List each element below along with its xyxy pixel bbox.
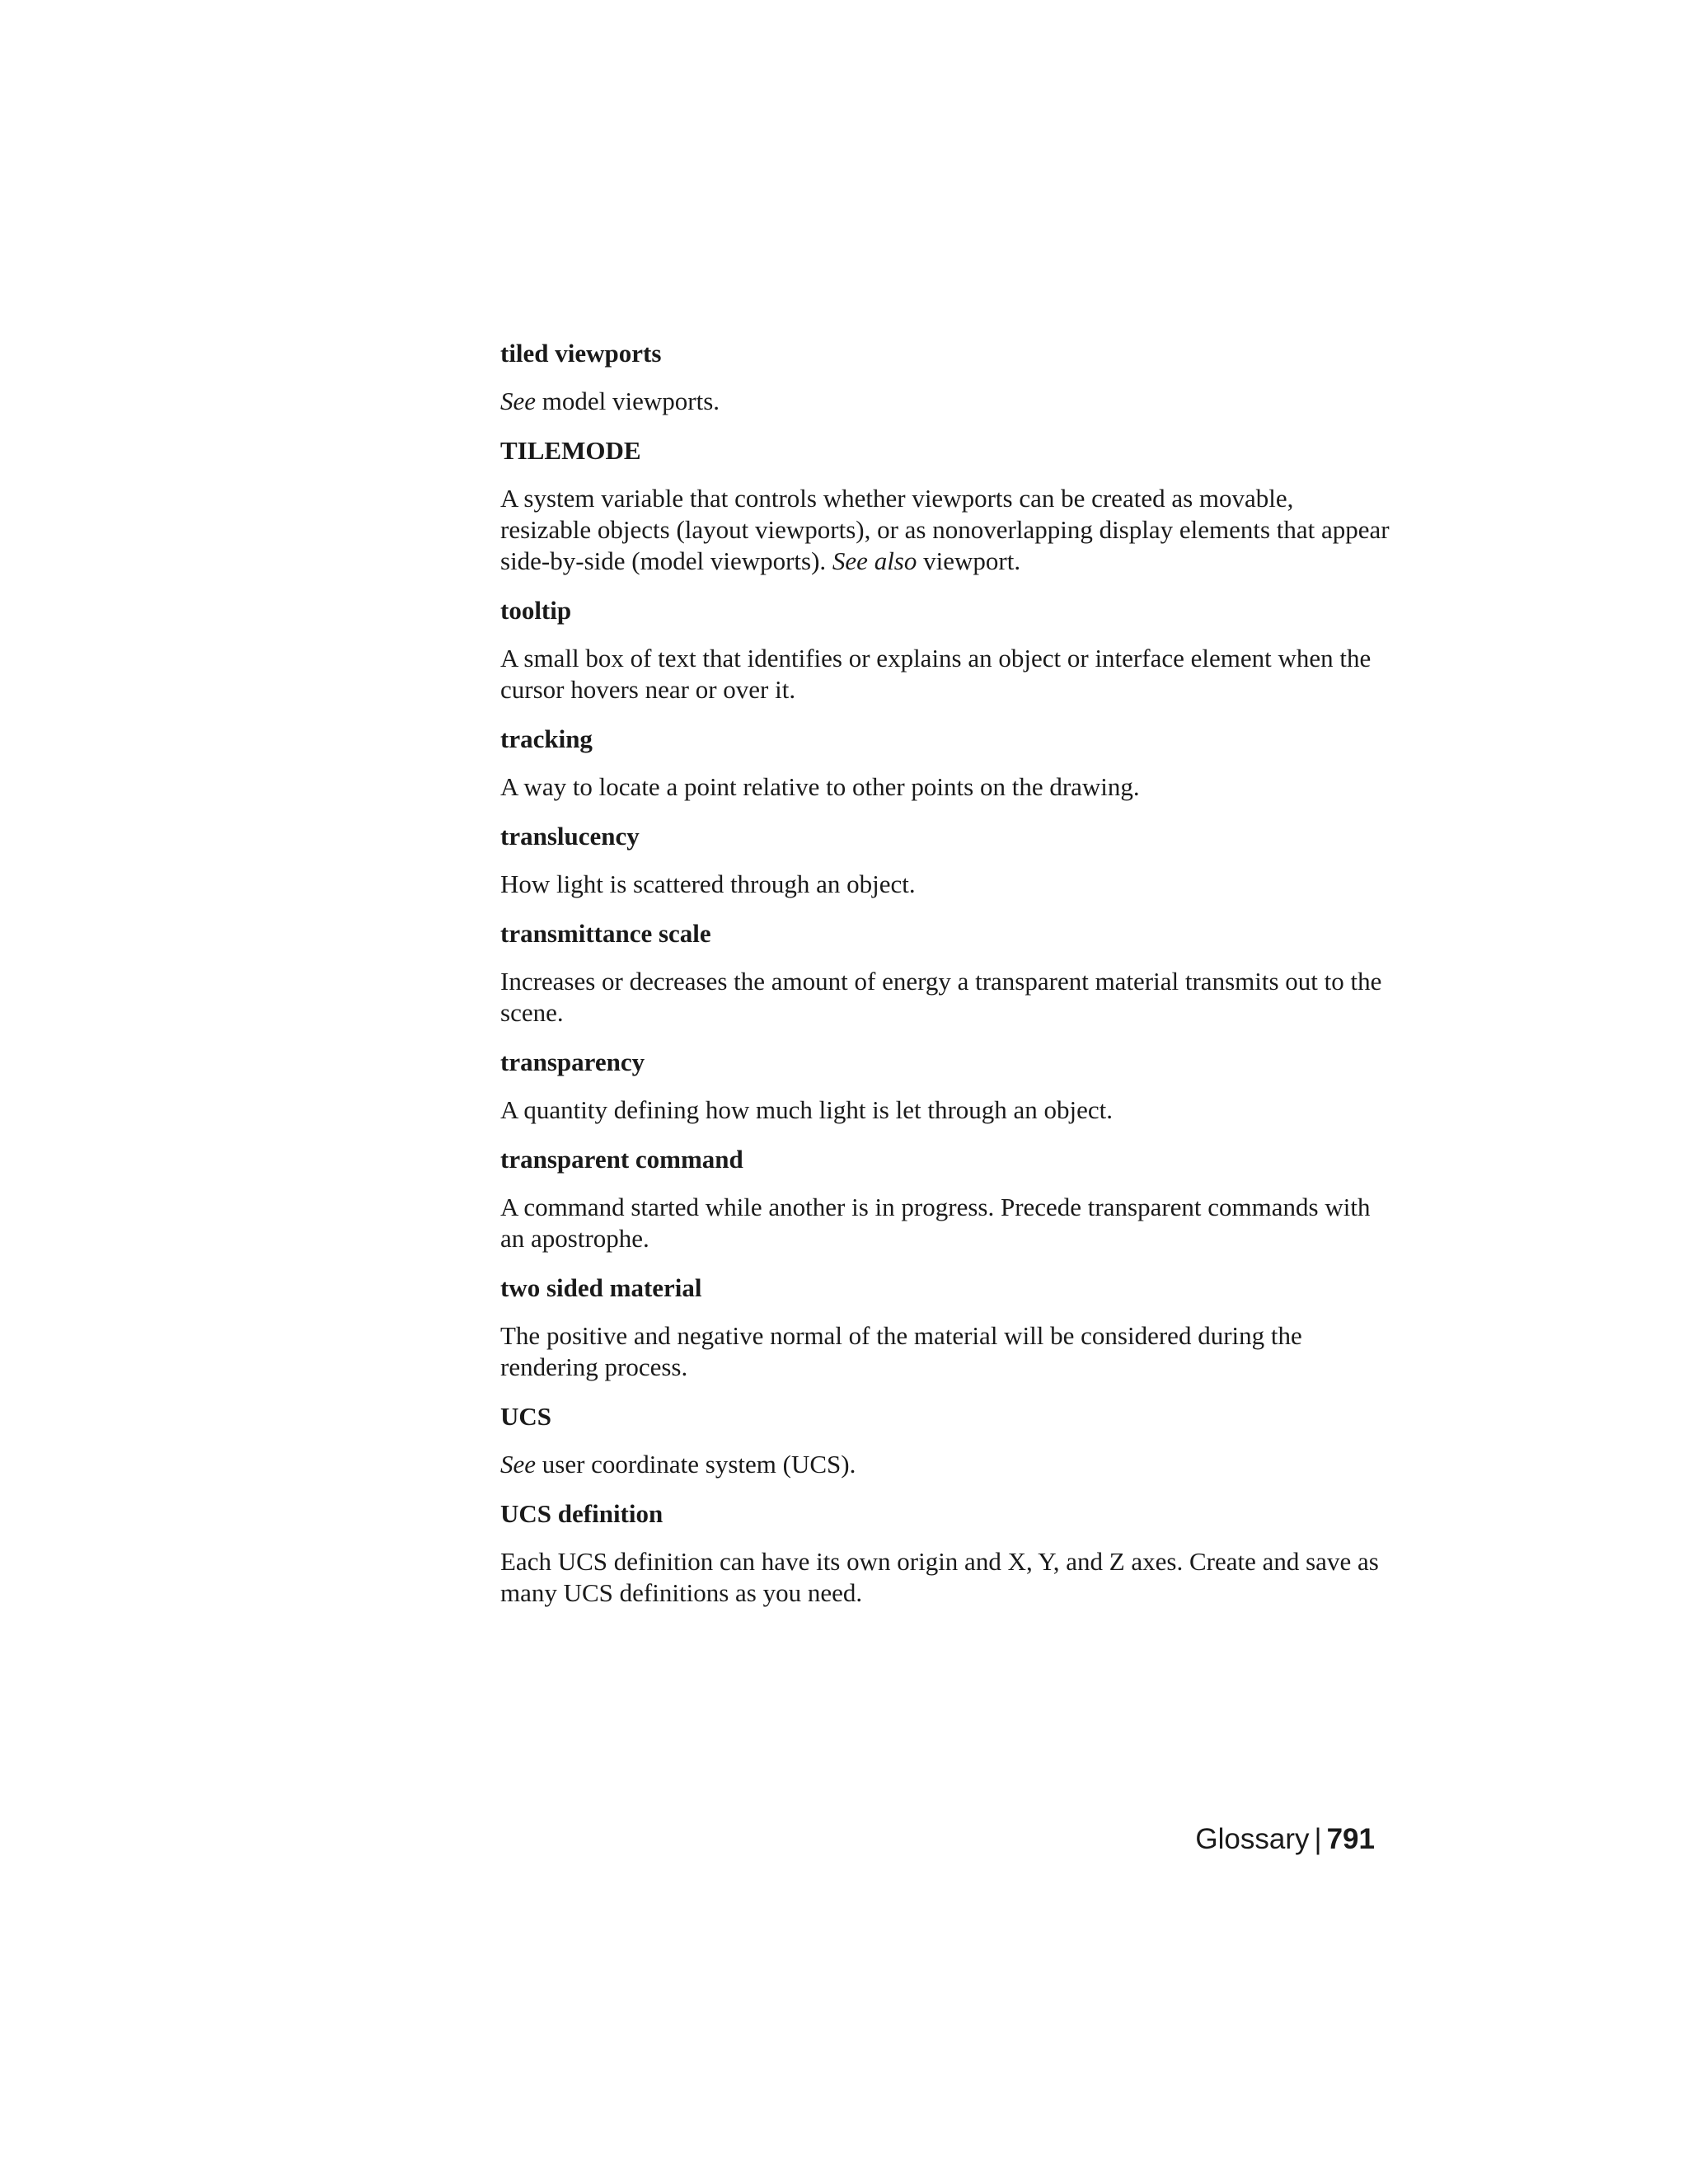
glossary-term: transparent command — [500, 1145, 743, 1174]
glossary-entries — [500, 338, 1390, 1627]
glossary-term: translucency — [500, 822, 640, 851]
glossary-definition — [500, 771, 1390, 803]
definition-italic-text: See — [500, 1450, 537, 1479]
definition-text: A system variable that controls whether viewports can be created as movable, resizable objects (layout viewports), or as nonoverlapping display elements that appear side-by-side (model viewports). — [500, 484, 1390, 575]
glossary-definition — [500, 643, 1390, 705]
page-footer — [1195, 1821, 1375, 1858]
definition-text: viewport. — [917, 546, 1021, 575]
glossary-term: transparency — [500, 1047, 645, 1076]
glossary-term: tracking — [500, 724, 593, 753]
glossary-term: UCS definition — [500, 1499, 663, 1528]
glossary-definition — [500, 869, 1390, 900]
definition-text: A command started while another is in progress. Precede transparent commands with an apostrophe. — [500, 1193, 1371, 1253]
glossary-definition — [500, 1449, 1390, 1480]
footer-section-title: Glossary — [1195, 1823, 1310, 1855]
definition-italic-text: See also — [832, 546, 917, 575]
definition-text: model viewports. — [536, 387, 720, 415]
definition-italic-text: See — [500, 387, 537, 415]
definition-text: Each UCS definition can have its own origin and X, Y, and Z axes. Create and save as many UCS definitions as you need. — [500, 1547, 1379, 1607]
glossary-term: TILEMODE — [500, 436, 641, 465]
definition-text: How light is scattered through an object. — [500, 869, 916, 898]
page-number: 791 — [1326, 1823, 1375, 1855]
glossary-term: transmittance scale — [500, 919, 711, 948]
glossary-definition — [500, 386, 1390, 417]
glossary-definition — [500, 483, 1390, 577]
glossary-term: tiled viewports — [500, 339, 662, 368]
glossary-term: UCS — [500, 1402, 552, 1431]
glossary-definition — [500, 1094, 1390, 1126]
glossary-definition — [500, 1546, 1390, 1609]
glossary-term: two sided material — [500, 1273, 702, 1302]
glossary-term: tooltip — [500, 596, 572, 625]
definition-text: user coordinate system (UCS). — [536, 1450, 856, 1479]
glossary-definition — [500, 1320, 1390, 1383]
definition-text: The positive and negative normal of the material will be considered during the rendering process. — [500, 1321, 1302, 1381]
definition-text: A small box of text that identifies or explains an object or interface element when the cursor hovers near or over it. — [500, 644, 1372, 704]
glossary-definition — [500, 966, 1390, 1029]
definition-text: A way to locate a point relative to other points on the drawing. — [500, 772, 1140, 801]
definition-text: Increases or decreases the amount of energy a transparent material transmits out to the scene. — [500, 967, 1382, 1027]
glossary-definition — [500, 1192, 1390, 1254]
definition-text: A quantity defining how much light is let through an object. — [500, 1095, 1114, 1124]
footer-separator: | — [1314, 1823, 1322, 1855]
